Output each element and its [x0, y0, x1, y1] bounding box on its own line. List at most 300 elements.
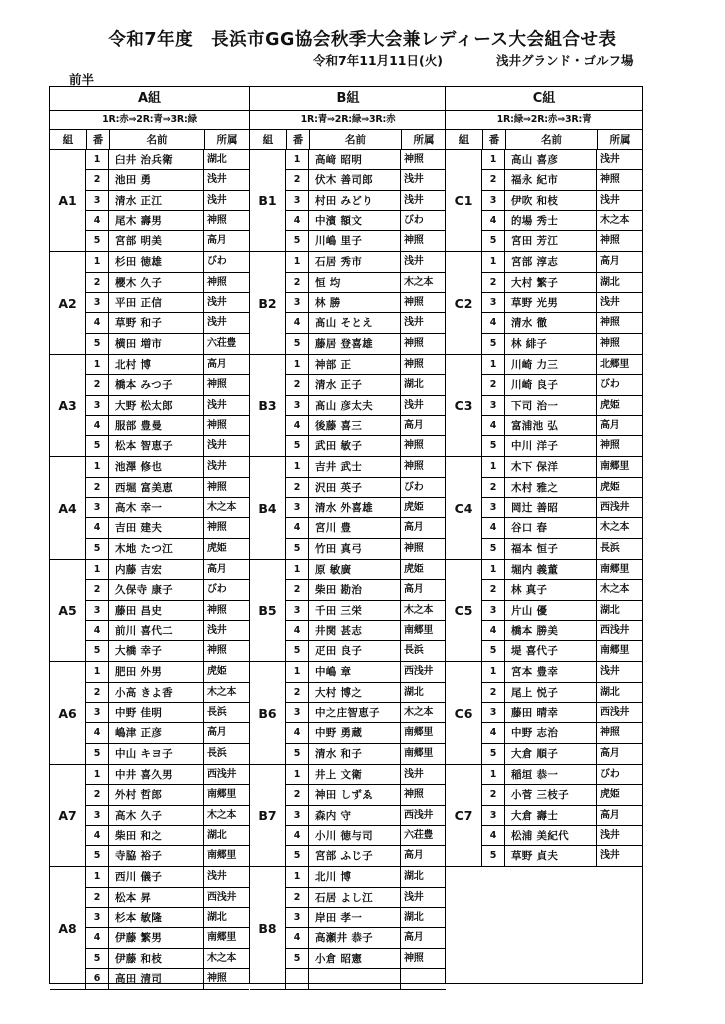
- player-affiliation: 神照: [404, 952, 424, 964]
- group-rows: [286, 662, 446, 763]
- player-affiliation: 虎姫: [207, 666, 227, 678]
- player-row: [286, 765, 446, 785]
- player-affiliation: 南郷里: [600, 563, 630, 575]
- group-label: C4: [446, 457, 482, 558]
- player-affiliation: 神照: [600, 440, 620, 452]
- player-row: [86, 928, 249, 948]
- player-row: [286, 888, 446, 908]
- player-name: 櫻木 久子: [109, 273, 204, 292]
- player-row: [86, 478, 249, 498]
- player-affiliation: 湖北: [600, 604, 620, 616]
- player-affiliation: 南郷里: [600, 461, 630, 473]
- player-name: 宮本 豊幸: [505, 662, 597, 681]
- player-affiliation: 浅井: [207, 297, 227, 309]
- player-number: 3: [286, 498, 309, 517]
- player-row: [86, 436, 249, 456]
- player-row: [286, 621, 446, 641]
- player-number: 2: [286, 273, 309, 292]
- player-name: 伊藤 和枝: [109, 949, 204, 968]
- player-row: [86, 641, 249, 661]
- player-number: 5: [86, 231, 109, 251]
- player-name: 谷口 春: [505, 518, 597, 537]
- player-name: 小倉 昭憲: [309, 949, 401, 968]
- group-set-title: B組: [250, 87, 446, 111]
- group-rows: [286, 457, 446, 558]
- player-affiliation: 高月: [600, 809, 620, 821]
- player-row: [86, 170, 249, 190]
- group-label: A2: [50, 252, 86, 353]
- column-b: [249, 87, 446, 983]
- group-label: C2: [446, 252, 482, 353]
- player-row: [286, 826, 446, 846]
- player-number: 3: [286, 908, 309, 927]
- player-affiliation: 南郷里: [207, 932, 237, 944]
- rotation-order: 1R:青⇒2R:緑⇒3R:赤: [250, 111, 446, 130]
- player-affiliation: 西浅井: [600, 502, 630, 514]
- player-affiliation: 六荘豊: [207, 337, 237, 349]
- player-name: 中山 キヨ子: [109, 744, 204, 764]
- header-cell: 番: [482, 130, 505, 150]
- player-row: [86, 867, 249, 887]
- player-affiliation: 木之本: [404, 276, 434, 288]
- player-name: 恒 均: [309, 273, 401, 292]
- player-row: [86, 191, 249, 211]
- player-name: 横田 増市: [109, 334, 204, 354]
- player-name: 木下 保洋: [505, 457, 597, 476]
- player-number: 3: [482, 191, 505, 210]
- player-number: 2: [86, 478, 109, 497]
- player-name: 中嶋 章: [309, 662, 401, 681]
- column-headers: [50, 130, 249, 150]
- player-name: 千田 三栄: [309, 601, 401, 620]
- player-number: 2: [86, 683, 109, 702]
- player-number: 4: [482, 826, 505, 845]
- player-row: [86, 744, 249, 764]
- player-affiliation: 湖北: [404, 379, 424, 391]
- player-row: [482, 375, 642, 395]
- player-name: 川嶋 里子: [309, 231, 401, 251]
- player-affiliation: 湖北: [404, 871, 424, 883]
- player-name: 柴田 和之: [109, 826, 204, 845]
- player-affiliation: 木之本: [207, 809, 237, 821]
- player-number: 2: [286, 785, 309, 804]
- player-row: [286, 436, 446, 456]
- player-row: [286, 908, 446, 928]
- player-name: 吉田 建夫: [109, 518, 204, 537]
- header-cell: 組: [262, 134, 274, 146]
- player-number: 5: [286, 334, 309, 354]
- group-set-title: C組: [446, 87, 642, 111]
- player-row: [86, 375, 249, 395]
- player-name: 宮田 芳江: [505, 231, 597, 251]
- player-name: 石居 よし江: [309, 888, 401, 907]
- group-block: [446, 662, 642, 764]
- player-row: [482, 744, 642, 764]
- player-number: 4: [86, 211, 109, 230]
- player-affiliation: 湖北: [207, 911, 227, 923]
- player-name: 高木 幸一: [109, 498, 204, 517]
- player-number: 1: [86, 662, 109, 681]
- player-affiliation: 浅井: [404, 256, 424, 268]
- player-number: 2: [86, 580, 109, 599]
- player-affiliation: 高月: [207, 235, 227, 247]
- header-cell: 番: [86, 130, 109, 150]
- player-row: [86, 806, 249, 826]
- player-affiliation: 浅井: [600, 829, 620, 841]
- player-name: 杉本 敏隆: [109, 908, 204, 927]
- player-affiliation: 高月: [600, 419, 620, 431]
- player-number: 4: [482, 518, 505, 537]
- player-name: 藤田 昌史: [109, 601, 204, 620]
- player-row: [482, 273, 642, 293]
- player-affiliation: 神照: [207, 419, 227, 431]
- player-row: [482, 231, 642, 251]
- player-row: [286, 969, 446, 989]
- player-number: 1: [286, 457, 309, 476]
- player-row: [86, 313, 249, 333]
- player-affiliation: 浅井: [404, 399, 424, 411]
- player-affiliation: 神照: [404, 542, 424, 554]
- player-number: 3: [86, 396, 109, 415]
- player-row: [286, 744, 446, 764]
- player-number: 5: [286, 846, 309, 866]
- player-row: [286, 334, 446, 354]
- player-row: [482, 150, 642, 170]
- player-affiliation: 神照: [600, 235, 620, 247]
- player-affiliation: 虎姫: [404, 563, 424, 575]
- player-affiliation: 浅井: [207, 461, 227, 473]
- player-affiliation: 高月: [207, 727, 227, 739]
- player-name: 柴田 勘治: [309, 580, 401, 599]
- player-number: [286, 969, 309, 989]
- player-name: 宮部 淳志: [505, 252, 597, 271]
- player-affiliation: 浅井: [207, 174, 227, 186]
- player-row: [286, 662, 446, 682]
- group-block: [446, 457, 642, 559]
- player-name: 福本 恒子: [505, 539, 597, 559]
- group-block: [446, 355, 642, 457]
- player-name: 中野 志治: [505, 723, 597, 742]
- player-row: [286, 703, 446, 723]
- player-name: 北村 博: [109, 355, 204, 374]
- group-block: [250, 150, 446, 252]
- group-label: C5: [446, 560, 482, 661]
- player-name: 的場 秀士: [505, 211, 597, 230]
- player-row: [482, 518, 642, 538]
- group-rows: [86, 457, 249, 558]
- player-number: 4: [86, 928, 109, 947]
- player-name: 木地 たつ江: [109, 539, 204, 559]
- player-name: 岸田 孝一: [309, 908, 401, 927]
- player-affiliation: 木之本: [207, 686, 237, 698]
- player-affiliation: 木之本: [207, 952, 237, 964]
- player-affiliation: 浅井: [404, 174, 424, 186]
- player-affiliation: 長浜: [207, 707, 227, 719]
- group-label: A6: [50, 662, 86, 763]
- player-name: 木村 雅之: [505, 478, 597, 497]
- player-affiliation: びわ: [600, 379, 620, 391]
- player-number: 3: [86, 293, 109, 312]
- player-number: 1: [286, 150, 309, 169]
- group-block: [50, 355, 249, 457]
- player-name: 清水 外喜雄: [309, 498, 401, 517]
- group-block: [50, 457, 249, 559]
- player-name: 高木 久子: [109, 806, 204, 825]
- player-number: 2: [482, 580, 505, 599]
- player-affiliation: [401, 969, 446, 989]
- player-affiliation: 浅井: [404, 317, 424, 329]
- player-row: [482, 498, 642, 518]
- header-cell: 組: [62, 134, 74, 146]
- player-name: 清水 正江: [109, 191, 204, 210]
- player-row: [482, 723, 642, 743]
- player-number: 1: [86, 457, 109, 476]
- group-label: B2: [250, 252, 286, 353]
- player-affiliation: 高月: [404, 522, 424, 534]
- player-name: 小川 徳与司: [309, 826, 401, 845]
- player-number: 5: [286, 641, 309, 661]
- player-affiliation: 浅井: [207, 194, 227, 206]
- player-row: [482, 683, 642, 703]
- player-number: 1: [286, 560, 309, 579]
- player-affiliation: 虎姫: [600, 399, 620, 411]
- group-label: C6: [446, 662, 482, 763]
- group-rows: [86, 150, 249, 251]
- player-name: 宮部 ふじ子: [309, 846, 401, 866]
- player-name: 後藤 喜三: [309, 416, 401, 435]
- pairing-sheet: [49, 86, 643, 984]
- player-affiliation: 神照: [207, 276, 227, 288]
- player-row: [286, 231, 446, 251]
- player-name: 尾木 壽男: [109, 211, 204, 230]
- player-number: 5: [482, 641, 505, 661]
- player-row: [86, 539, 249, 559]
- player-row: [482, 601, 642, 621]
- group-label: B4: [250, 457, 286, 558]
- player-number: 4: [286, 518, 309, 537]
- player-affiliation: 南郷里: [207, 789, 237, 801]
- player-number: 2: [86, 375, 109, 394]
- player-affiliation: 神照: [404, 337, 424, 349]
- player-row: [86, 785, 249, 805]
- player-name: 久保寺 康子: [109, 580, 204, 599]
- player-row: [286, 191, 446, 211]
- group-rows: [482, 662, 642, 763]
- player-number: 3: [286, 396, 309, 415]
- player-affiliation: 長浜: [600, 542, 620, 554]
- player-row: [286, 683, 446, 703]
- player-row: [482, 826, 642, 846]
- player-name: 草野 貞夫: [505, 846, 597, 866]
- player-affiliation: 西浅井: [600, 707, 630, 719]
- player-row: [482, 621, 642, 641]
- player-name: 川崎 良子: [505, 375, 597, 394]
- group-rows: [482, 150, 642, 251]
- player-name: 草野 和子: [109, 313, 204, 332]
- player-row: [86, 252, 249, 272]
- group-label: B1: [250, 150, 286, 251]
- player-row: [86, 416, 249, 436]
- player-row: [482, 785, 642, 805]
- player-name: 松本 智恵子: [109, 436, 204, 456]
- player-affiliation: 西浅井: [600, 624, 630, 636]
- player-number: 2: [286, 683, 309, 702]
- player-row: [286, 252, 446, 272]
- player-affiliation: 神照: [207, 522, 227, 534]
- player-row: [286, 478, 446, 498]
- player-name: 林 緋子: [505, 334, 597, 354]
- player-name: 川崎 力三: [505, 355, 597, 374]
- player-name: 沢田 英子: [309, 478, 401, 497]
- player-affiliation: 南郷里: [600, 645, 630, 657]
- player-number: 1: [286, 867, 309, 886]
- player-number: 4: [86, 518, 109, 537]
- player-affiliation: 西浅井: [404, 666, 434, 678]
- player-name: 清水 正子: [309, 375, 401, 394]
- player-row: [482, 313, 642, 333]
- player-affiliation: 湖北: [207, 154, 227, 165]
- player-row: [286, 539, 446, 559]
- player-affiliation: 木之本: [404, 604, 434, 616]
- player-name: 髙山 彦太夫: [309, 396, 401, 415]
- player-affiliation: 高月: [600, 256, 620, 268]
- player-number: 1: [86, 765, 109, 784]
- group-rows: [482, 355, 642, 456]
- player-name: 西堀 富美恵: [109, 478, 204, 497]
- player-name: 肥田 外男: [109, 662, 204, 681]
- player-name: 林 勝: [309, 293, 401, 312]
- player-number: 5: [482, 231, 505, 251]
- header-cell: 名前: [505, 130, 597, 150]
- player-affiliation: 神照: [404, 154, 424, 165]
- player-row: [286, 928, 446, 948]
- player-number: 2: [482, 785, 505, 804]
- player-affiliation: 神照: [600, 317, 620, 329]
- player-row: [482, 436, 642, 456]
- player-number: 3: [286, 806, 309, 825]
- rotation-order: 1R:赤⇒2R:青⇒3R:緑: [50, 111, 249, 130]
- player-affiliation: 高月: [404, 932, 424, 944]
- player-row: [286, 293, 446, 313]
- group-label: A4: [50, 457, 86, 558]
- player-row: [482, 539, 642, 559]
- player-name: 大村 繁子: [505, 273, 597, 292]
- group-rows: [482, 560, 642, 661]
- player-affiliation: 神照: [404, 461, 424, 473]
- player-affiliation: 浅井: [404, 194, 424, 206]
- player-affiliation: 北郷里: [600, 358, 630, 370]
- player-affiliation: 南郷里: [404, 727, 434, 739]
- player-name: 橋本 勝美: [505, 621, 597, 640]
- group-rows: [86, 560, 249, 661]
- player-number: 3: [86, 806, 109, 825]
- player-number: 4: [482, 621, 505, 640]
- player-affiliation: 湖北: [404, 911, 424, 923]
- player-name: 片山 優: [505, 601, 597, 620]
- player-number: 5: [482, 436, 505, 456]
- player-number: 4: [86, 313, 109, 332]
- player-name: 宮部 明美: [109, 231, 204, 251]
- player-row: [482, 806, 642, 826]
- group-rows: [286, 560, 446, 661]
- player-row: [482, 191, 642, 211]
- player-number: 4: [286, 723, 309, 742]
- player-row: [286, 846, 446, 866]
- player-name: 伊藤 繁男: [109, 928, 204, 947]
- player-name: 大村 博之: [309, 683, 401, 702]
- group-rows: [286, 867, 446, 989]
- player-affiliation: 虎姫: [207, 542, 227, 554]
- player-affiliation: 神照: [404, 789, 424, 801]
- player-row: [286, 273, 446, 293]
- player-number: 1: [482, 662, 505, 681]
- player-name: 平田 正信: [109, 293, 204, 312]
- player-row: [482, 170, 642, 190]
- player-number: 4: [86, 723, 109, 742]
- group-rows: [482, 457, 642, 558]
- player-name: 内藤 吉宏: [109, 560, 204, 579]
- player-row: [482, 252, 642, 272]
- group-label: C1: [446, 150, 482, 251]
- player-number: 2: [286, 580, 309, 599]
- player-number: 5: [286, 539, 309, 559]
- player-row: [482, 846, 642, 866]
- player-number: 5: [286, 744, 309, 764]
- header-cell: 名前: [309, 130, 401, 150]
- player-number: 1: [86, 867, 109, 886]
- player-name: 寺脇 裕子: [109, 846, 204, 866]
- player-name: 高田 清司: [109, 969, 204, 989]
- group-block: [50, 867, 249, 990]
- player-number: 2: [286, 888, 309, 907]
- player-row: [86, 396, 249, 416]
- event-venue: 浅井グランド・ゴルフ場: [496, 53, 634, 68]
- player-name: 原 敏廣: [309, 560, 401, 579]
- player-name: 杉田 徳雄: [109, 252, 204, 271]
- player-name: 髙山 そとえ: [309, 313, 401, 332]
- player-affiliation: 浅井: [600, 297, 620, 309]
- player-name: 草野 光男: [505, 293, 597, 312]
- player-number: 3: [482, 806, 505, 825]
- player-number: 3: [286, 293, 309, 312]
- group-block: [250, 662, 446, 764]
- player-number: 5: [286, 231, 309, 251]
- player-row: [86, 457, 249, 477]
- player-row: [86, 949, 249, 969]
- player-name: 松本 昇: [109, 888, 204, 907]
- header-cell: 所属: [204, 130, 249, 150]
- player-name: 中井 喜久男: [109, 765, 204, 784]
- player-name: 石居 秀市: [309, 252, 401, 271]
- player-number: 5: [86, 744, 109, 764]
- player-name: 大野 松太郎: [109, 396, 204, 415]
- player-affiliation: 木之本: [207, 502, 237, 514]
- player-number: 5: [482, 334, 505, 354]
- player-affiliation: 浅井: [207, 440, 227, 452]
- player-affiliation: 浅井: [404, 891, 424, 903]
- player-number: 5: [86, 539, 109, 559]
- column-headers: [250, 130, 446, 150]
- player-affiliation: 木之本: [600, 584, 630, 596]
- group-label: A8: [50, 867, 86, 989]
- player-name: 高山 喜彦: [505, 150, 597, 169]
- player-affiliation: 神照: [600, 174, 620, 186]
- player-number: 4: [482, 723, 505, 742]
- player-row: [286, 601, 446, 621]
- half-label: 前半: [69, 72, 95, 87]
- player-number: 3: [86, 191, 109, 210]
- player-name: 吉井 武士: [309, 457, 401, 476]
